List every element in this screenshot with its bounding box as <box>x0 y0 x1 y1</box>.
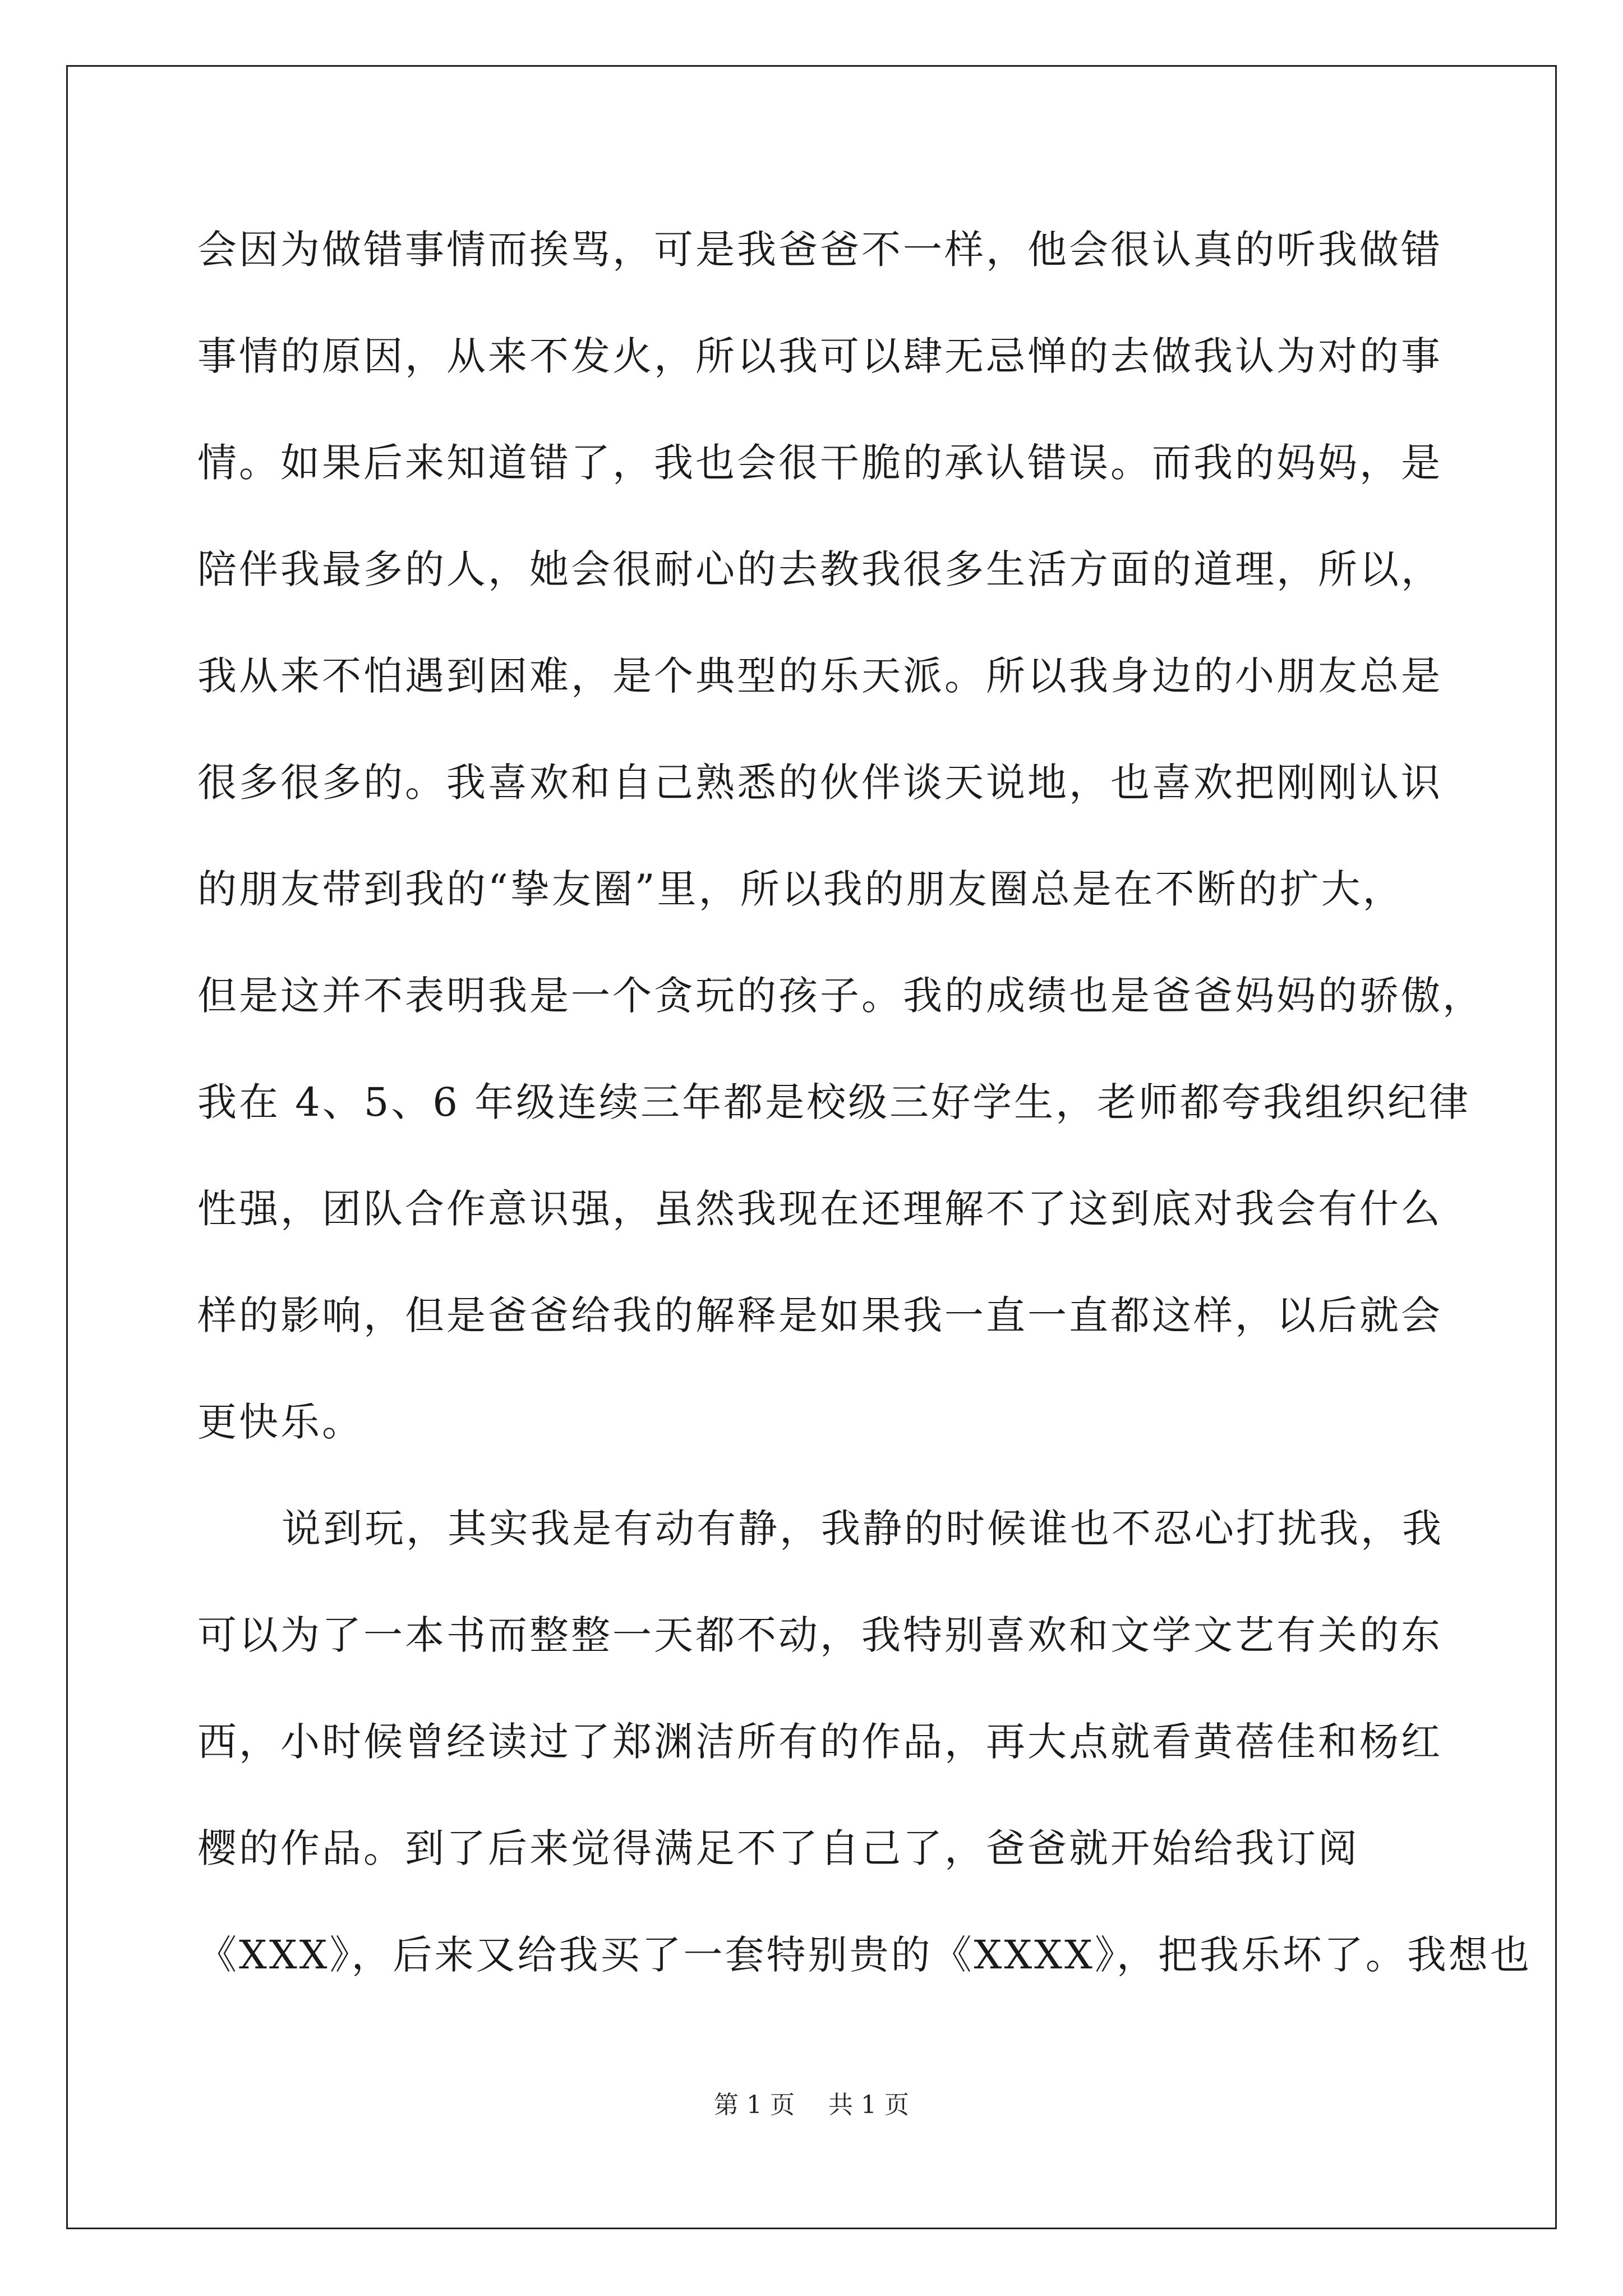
text-line: 但是这并不表明我是一个贪玩的孩子。我的成绩也是爸爸妈妈的骄傲， <box>197 973 1484 1019</box>
text-line: 事情的原因，从来不发火，所以我可以肆无忌惮的去做我认为对的事 <box>197 333 1442 379</box>
text-line: 的朋友带到我的“挚友圈”里，所以我的朋友圈总是在不断的扩大， <box>197 866 1404 912</box>
text-line: 陪伴我最多的人，她会很耐心的去教我很多生活方面的道理，所以， <box>197 546 1442 592</box>
text-line: 樱的作品。到了后来觉得满足不了自己了，爸爸就开始给我订阅 <box>197 1825 1359 1871</box>
page-total: 共 1 页 <box>828 2091 909 2119</box>
text-line: 样的影响，但是爸爸给我的解释是如果我一直一直都这样，以后就会 <box>197 1292 1442 1338</box>
text-line: 很多很多的。我喜欢和自己熟悉的伙伴谈天说地，也喜欢把刚刚认识 <box>197 760 1442 806</box>
document-body <box>197 219 1532 2031</box>
text-line: 情。如果后来知道错了，我也会很干脆的承认错误。而我的妈妈，是 <box>197 440 1442 486</box>
page-footer <box>0 2085 1623 2120</box>
paragraph-start-line: 说到玩，其实我是有动有静，我静的时候谁也不忍心打扰我，我 <box>282 1506 1444 1552</box>
page-number: 第 1 页 <box>714 2091 795 2119</box>
text-line: 我在 4、5、6 年级连续三年都是校级三好学生，老师都夸我组织纪律 <box>197 1079 1471 1125</box>
text-line: 我从来不怕遇到困难，是个典型的乐天派。所以我身边的小朋友总是 <box>197 653 1442 699</box>
text-line: 可以为了一本书而整整一天都不动，我特别喜欢和文学文艺有关的东 <box>197 1612 1442 1658</box>
text-line: 《XXX》，后来又给我买了一套特别贵的《XXXX》，把我乐坏了。我想也 <box>197 1932 1532 1978</box>
text-line: 会因为做错事情而挨骂，可是我爸爸不一样，他会很认真的听我做错 <box>197 227 1442 273</box>
text-line: 西，小时候曾经读过了郑渊洁所有的作品，再大点就看黄蓓佳和杨红 <box>197 1719 1442 1765</box>
text-line: 性强，团队合作意识强，虽然我现在还理解不了这到底对我会有什么 <box>197 1186 1442 1232</box>
text-line: 更快乐。 <box>197 1399 363 1445</box>
